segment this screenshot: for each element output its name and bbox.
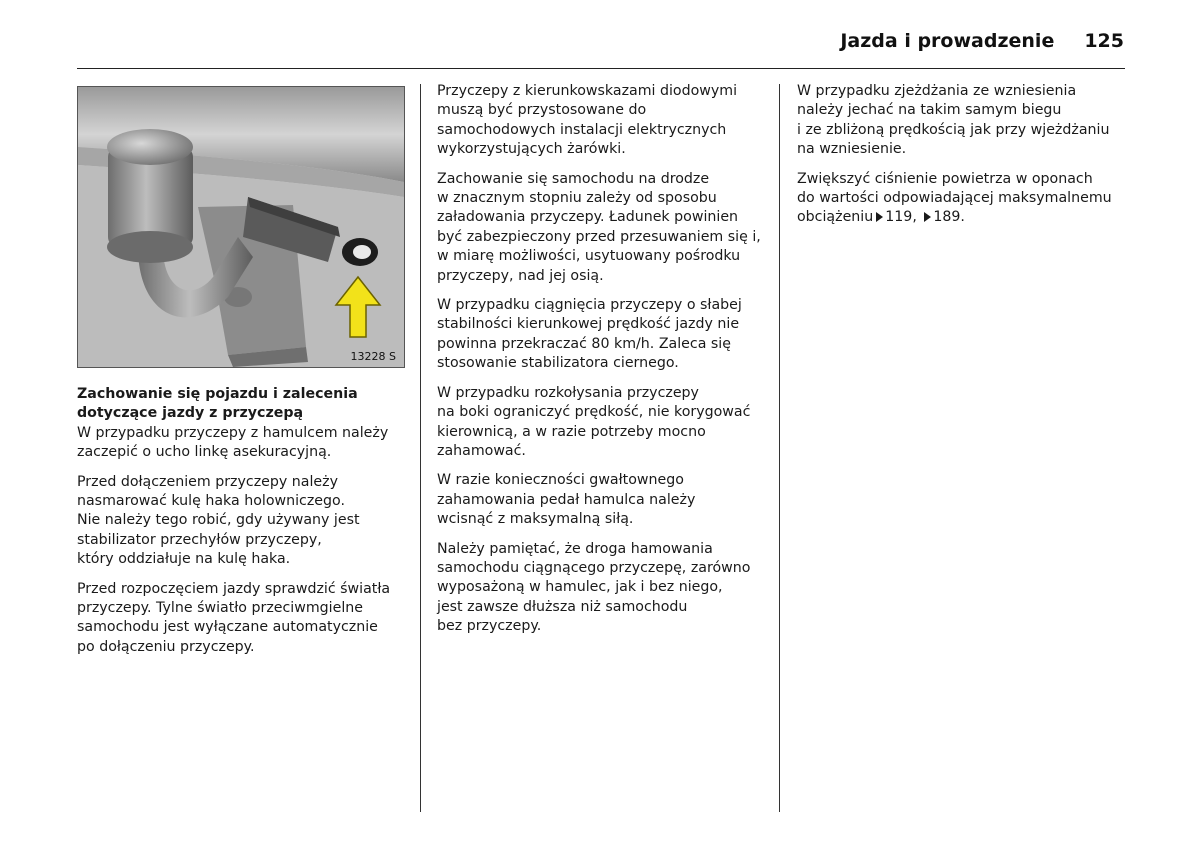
column-1 <box>77 385 407 667</box>
tow-hitch-illustration <box>78 87 404 367</box>
tire-pressure-paragraph <box>797 170 1137 228</box>
page-header <box>840 30 1124 52</box>
paragraph: Przed dołączeniem przyczepy należy nasmarować kulę haka holowniczego. Nie należy tego robić, gdy używany jest stabilizator przechyłów przyczepy, który oddziałuje na kulę haka. <box>77 473 360 568</box>
column-divider-2 <box>779 84 780 812</box>
paragraph: Należy pamiętać, że droga hamowania samochodu ciągnącego przyczepę, zarówno wyposażoną w hamulec, jak i bez niego, jest zawsze dłuższa niż samochodu bez przyczepy. <box>437 540 751 635</box>
section-title: Jazda i prowadzenie <box>840 30 1055 52</box>
page-reference-icon <box>876 212 883 222</box>
column-3 <box>797 82 1137 238</box>
column-divider-1 <box>420 84 421 812</box>
paragraph: W razie konieczności gwałtownego zahamowania pedał hamulca należy wcisnąć z maksymalną siłą. <box>437 472 696 528</box>
page-number: 125 <box>1084 30 1124 52</box>
tow-hitch-figure <box>77 86 405 368</box>
paragraph: W przypadku ciągnięcia przyczepy o słabej stabilności kierunkowej prędkość jazdy nie powinna przekraczać 80 km/h. Zaleca się stosowanie stabilizatora ciernego. <box>437 297 742 372</box>
paragraph: Zachowanie się samochodu na drodze w znacznym stopniu zależy od sposobu załadowania przyczepy. Ładunek powinien być zabezpieczony przed przesuwaniem się i, w miarę możliwości, usytuowany pośrodku przyczepy, nad jej osią. <box>437 170 761 284</box>
paragraph: Przed rozpoczęciem jazdy sprawdzić światła przyczepy. Tylne światło przeciwmgielne samochodu jest wyłączane automatycznie po dołączeniu przyczepy. <box>77 580 391 655</box>
figure-code: 13228 S <box>350 350 396 363</box>
page-reference-icon <box>924 212 931 222</box>
page-reference-link[interactable]: 119, <box>885 209 917 226</box>
column-2 <box>437 82 772 647</box>
header-rule <box>77 68 1125 69</box>
paragraph: W przypadku zjeżdżania ze wzniesienia należy jechać na takim samym biegu i ze zbliżoną prędkością jak przy wjeżdżaniu na wzniesienie. <box>797 83 1110 158</box>
page-reference-link[interactable]: 189. <box>933 209 965 226</box>
paragraph: Przyczepy z kierunkowskazami diodowymi muszą być przystosowane do samochodowych instalacji elektrycznych wykorzystujących żarówki. <box>437 83 738 158</box>
paragraph: W przypadku przyczepy z hamulcem należy zaczepić o ucho linkę asekuracyjną. <box>77 424 389 461</box>
text-line: Zwiększyć ciśnienie powietrza w oponach <box>797 170 1093 187</box>
text-line: do wartości odpowiadającej maksymalnemu <box>797 190 1112 207</box>
section-heading: Zachowanie się pojazdu i zalecenia dotyczące jazdy z przyczepą <box>77 386 358 422</box>
text-line: obciążeniu <box>797 209 874 226</box>
paragraph: W przypadku rozkołysania przyczepy na boki ograniczyć prędkość, nie korygować kierownicą, a w razie potrzeby mocno zahamować. <box>437 384 751 459</box>
